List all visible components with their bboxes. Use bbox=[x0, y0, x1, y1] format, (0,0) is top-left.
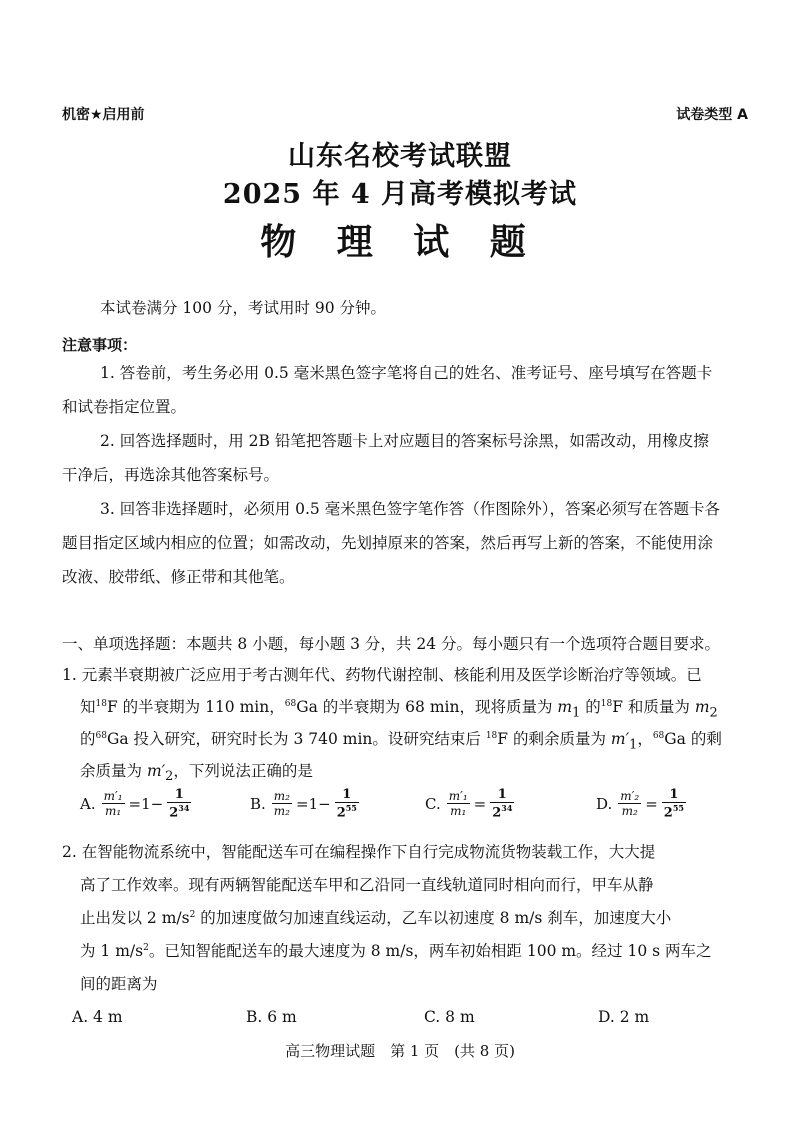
q1-line-1: 1. 元素半衰期被广泛应用于考古测年代、药物代谢控制、核能利用及医学诊断治疗等领域。已 bbox=[62, 666, 702, 684]
q1-option-b: B. $\frac{\text{m₂}}{\text{m₂}}$ =1− $\frac{1}{2^{55}}$ bbox=[250, 787, 357, 821]
subject-title: 物 理 试 题 bbox=[260, 221, 540, 263]
q2-option-c: C. 8 m bbox=[424, 1008, 475, 1026]
q2-line-3: 止出发以 2 $m/s^2$ 的加速度做匀加速直线运动，乙车以初速度 8 m/s 刹车，加速度大小 bbox=[80, 909, 672, 928]
q2-line-5: 间的距离为 bbox=[80, 975, 158, 993]
page-footer: 高三物理试题 第 1 页 (共 8 页) bbox=[285, 1042, 515, 1060]
notice-item-2-line-2: 干净后，再选涂其他答案标号。 bbox=[62, 466, 280, 484]
notice-item-1-line-2: 和试卷指定位置。 bbox=[62, 398, 187, 416]
q2-line-1: 2. 在智能物流系统中，智能配送车可在编程操作下自行完成物流货物装载工作，大大提 bbox=[62, 843, 656, 861]
notice-item-3-line-1: 3. 回答非选择题时，必须用 0.5 毫米黑色签字笔作答（作图除外），答案必须写在答题卡各 bbox=[100, 500, 720, 518]
q2-line-4: 为 1 $m/s^2$。已知智能配送车的最大速度为 8 m/s，两车初始相距 100 m。经过 10 s 两车之 bbox=[80, 942, 712, 961]
q2-line-2: 高了工作效率。现有两辆智能配送车甲和乙沿同一直线轨道同时相向而行，甲车从静 bbox=[80, 876, 654, 894]
exam-title: 2025 年 4 月高考模拟考试 bbox=[222, 179, 578, 210]
notice-item-3-line-2: 题目指定区域内相应的位置；如需改动，先划掉原来的答案，然后再写上新的答案，不能使用涂 bbox=[62, 534, 714, 552]
q1-line-2: 知$^{18}$F 的半衰期为 110 min，$^{68}$Ga 的半衰期为 68 min，现将质量为 $m_1$ 的$^{18}$F 和质量为 $m_2$ bbox=[80, 698, 718, 721]
q2-option-b: B. 6 m bbox=[246, 1008, 297, 1026]
paper-type-label: 试卷类型 A bbox=[676, 107, 748, 123]
section-1-heading: 一、单项选择题：本题共 8 小题，每小题 3 分，共 24 分。每小题只有一个选项符合题目要求。 bbox=[62, 635, 721, 653]
q1-option-a: A. $\frac{\text{m′₁}}{\text{m₁}}$ =1− $\frac{1}{2^{34}}$ bbox=[80, 787, 190, 821]
q2-option-a: A. 4 m bbox=[72, 1008, 123, 1026]
intro-text: 本试卷满分 100 分，考试用时 90 分钟。 bbox=[100, 299, 387, 317]
notice-item-2-line-1: 2. 回答选择题时，用 2B 铅笔把答题卡上对应题目的答案标号涂黑，如需改动，用橡皮擦 bbox=[100, 432, 709, 450]
q1-option-d: D. $\frac{\text{m′₂}}{\text{m₂}}$ = $\frac{1}{2^{55}}$ bbox=[596, 787, 684, 821]
notice-item-3-line-3: 改液、胶带纸、修正带和其他笔。 bbox=[62, 568, 295, 586]
q1-option-c: C. $\frac{\text{m′₁}}{\text{m₁}}$ = $\frac{1}{2^{34}}$ bbox=[425, 787, 513, 821]
q1-line-4: 余质量为 $m'_2$，下列说法正确的是 bbox=[80, 762, 313, 785]
alliance-title: 山东名校考试联盟 bbox=[288, 141, 512, 172]
secret-label: 机密★启用前 bbox=[62, 107, 145, 123]
q1-line-3: 的$^{68}$Ga 投入研究，研究时长为 3 740 min。设研究结束后 $^{18}$F 的剩余质量为 $m'_1$，$^{68}$Ga 的剩 bbox=[80, 730, 722, 753]
q2-option-d: D. 2 m bbox=[598, 1008, 650, 1026]
notice-heading: 注意事项： bbox=[62, 336, 138, 354]
notice-item-1-line-1: 1. 答卷前，考生务必用 0.5 毫米黑色签字笔将自己的姓名、准考证号、座号填写在答题卡 bbox=[100, 364, 713, 382]
